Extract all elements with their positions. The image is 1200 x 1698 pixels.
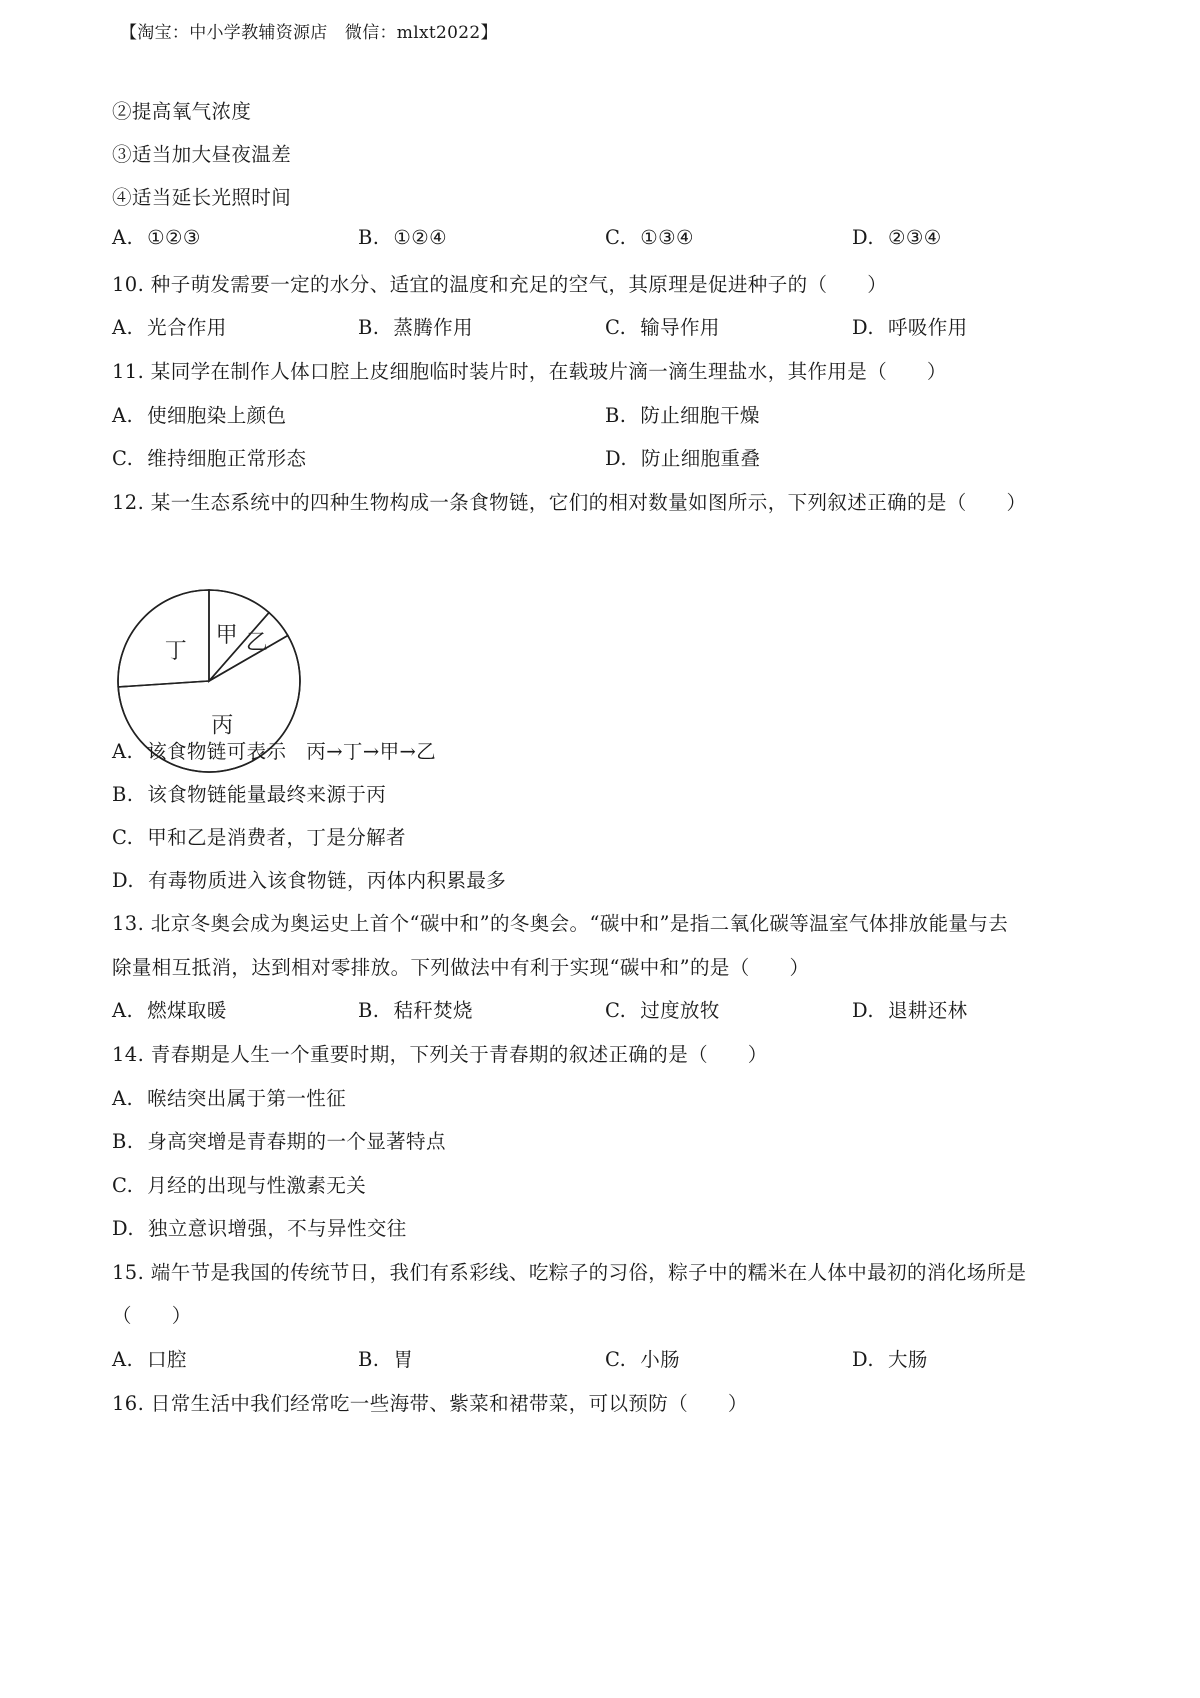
q9-option-a: A. ①②③: [112, 226, 201, 249]
q11-option-d: D. 防止细胞重叠: [605, 447, 761, 470]
page-header-watermark: 【淘宝：中小学教辅资源店 微信：mlxt2022】: [120, 23, 498, 43]
q9-option-b: B. ①②④: [358, 226, 447, 249]
pie-label-2: 乙: [245, 630, 268, 656]
q10-stem: 10. 种子萌发需要一定的水分、适宜的温度和充足的空气，其原理是促进种子的（ ）: [112, 273, 888, 296]
q11-option-a: A. 使细胞染上颜色: [112, 404, 287, 427]
pie-label-1: 甲: [215, 623, 238, 649]
q14-option-c: C. 月经的出现与性激素无关: [112, 1174, 367, 1197]
q10-option-d: D. 呼吸作用: [852, 316, 968, 339]
q12-stem: 12. 某一生态系统中的四种生物构成一条食物链，它们的相对数量如图所示，下列叙述正确的是（ ）: [112, 491, 1027, 514]
q13-stem-line2: 除量相互抵消，达到相对零排放。下列做法中有利于实现“碳中和”的是（ ）: [112, 956, 810, 979]
q13-stem-line1: 13. 北京冬奥会成为奥运史上首个“碳中和”的冬奥会。“碳中和”是指二氧化碳等温室气体排放能量与去: [112, 912, 1009, 935]
q11-option-b: B. 防止细胞干燥: [605, 404, 760, 427]
q14-option-b: B. 身高突增是青春期的一个显著特点: [112, 1130, 446, 1153]
q15-option-d: D. 大肠: [852, 1348, 928, 1371]
q13-option-b: B. 秸秆焚烧: [358, 999, 473, 1022]
q12-option-d: D. 有毒物质进入该食物链，丙体内积累最多: [112, 869, 507, 892]
q15-option-b: B. 胃: [358, 1348, 414, 1371]
q13-option-c: C. 过度放牧: [605, 999, 720, 1022]
q14-stem: 14. 青春期是人生一个重要时期，下列关于青春期的叙述正确的是（ ）: [112, 1043, 768, 1066]
q9-item-4: ④适当延长光照时间: [112, 186, 292, 209]
q15-stem-line2: （ ）: [112, 1304, 192, 1327]
q15-stem-line1: 15. 端午节是我国的传统节日，我们有系彩线、吃粽子的习俗，粽子中的糯米在人体中最初的消化场所是: [112, 1261, 1027, 1284]
q11-option-c: C. 维持细胞正常形态: [112, 447, 307, 470]
q11-stem: 11. 某同学在制作人体口腔上皮细胞临时装片时，在载玻片滴一滴生理盐水，其作用是（ ）: [112, 360, 947, 383]
q13-option-d: D. 退耕还林: [852, 999, 968, 1022]
q12-option-b: B. 该食物链能量最终来源于丙: [112, 783, 387, 806]
q13-option-a: A. 燃煤取暖: [112, 999, 227, 1022]
q10-option-a: A. 光合作用: [112, 316, 227, 339]
q12-option-c: C. 甲和乙是消费者，丁是分解者: [112, 826, 406, 849]
q15-option-c: C. 小肠: [605, 1348, 681, 1371]
pie-slice-4: [118, 590, 209, 687]
q9-option-d: D. ②③④: [852, 226, 942, 249]
q15-option-a: A. 口腔: [112, 1348, 187, 1371]
q10-option-b: B. 蒸腾作用: [358, 316, 473, 339]
pie-label-3: 丙: [211, 713, 234, 739]
pie-label-4: 丁: [164, 638, 187, 664]
q9-item-2: ②提高氧气浓度: [112, 100, 252, 123]
q9-option-c: C. ①③④: [605, 226, 694, 249]
q12-option-a: A. 该食物链可表示 丙→丁→甲→乙: [112, 740, 437, 763]
q10-option-c: C. 输导作用: [605, 316, 720, 339]
q14-option-d: D. 独立意识增强，不与异性交往: [112, 1217, 407, 1240]
q14-option-a: A. 喉结突出属于第一性征: [112, 1087, 347, 1110]
q9-item-3: ③适当加大昼夜温差: [112, 143, 292, 166]
q16-stem: 16. 日常生活中我们经常吃一些海带、紫菜和裙带菜，可以预防（ ）: [112, 1392, 748, 1415]
